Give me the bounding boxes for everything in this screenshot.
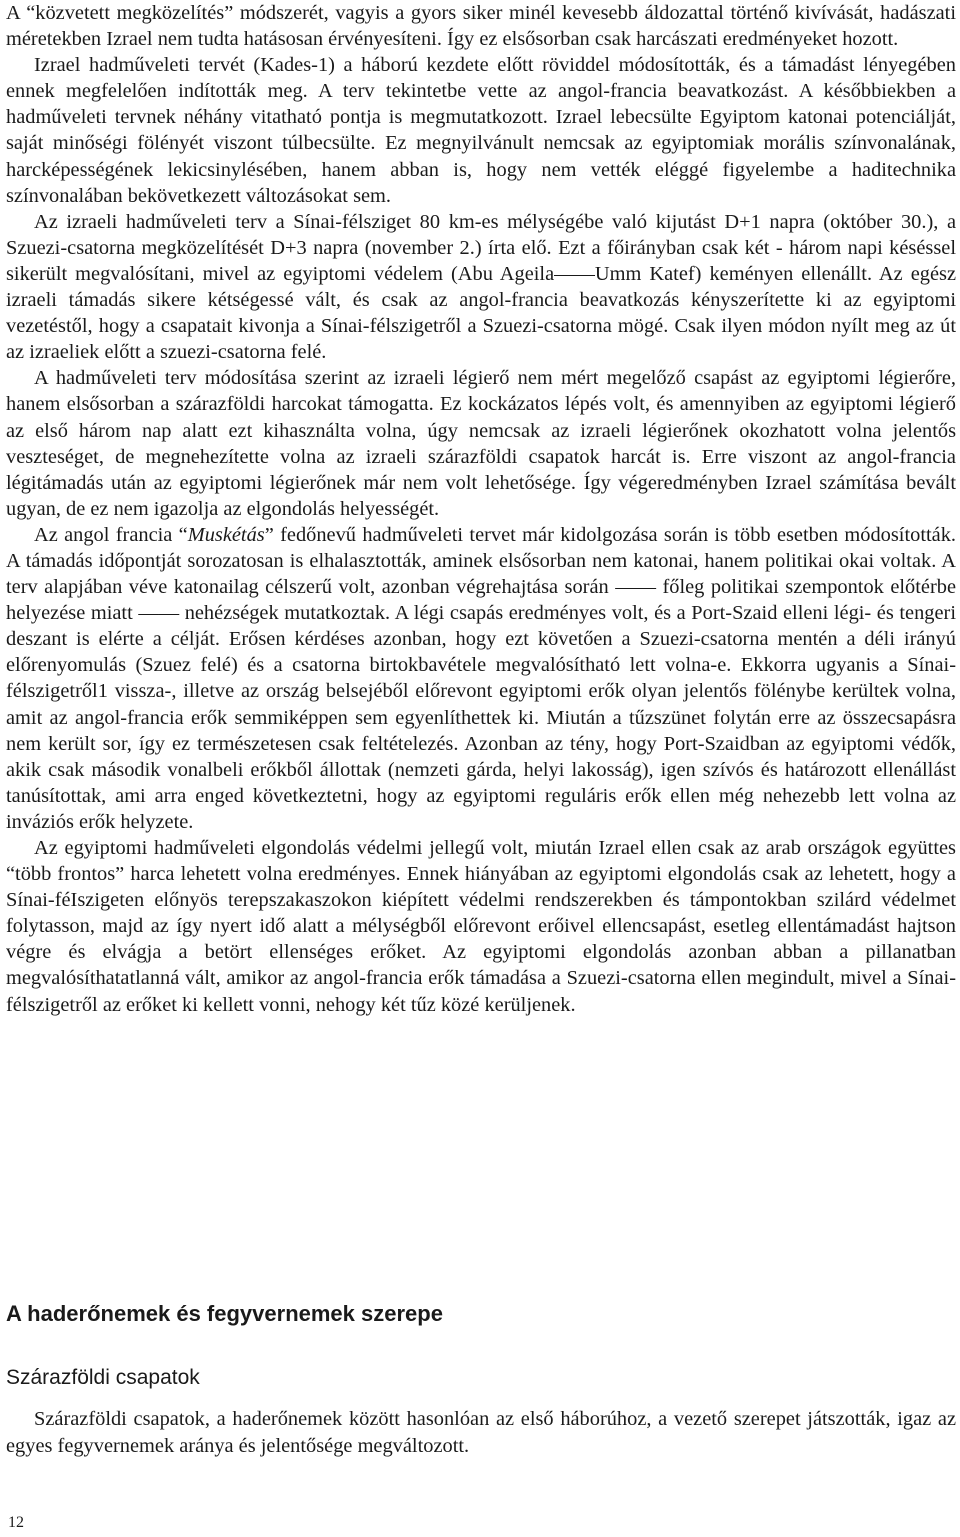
paragraph-5-start: Az angol francia “: [34, 523, 188, 546]
paragraph-1: A “közvetett megközelítés” módszerét, vagyis a gyors siker minél kevesebb áldozattal történő kivívását, hadászati méretekben Izrael nem tudta hatásosan érvényesíteni. Így ez elsősorban csak harcászati eredményeket hozott.: [6, 2, 956, 51]
section-heading: A haderőnemek és fegyvernemek szerepe: [6, 1301, 443, 1326]
paragraph-5: [6, 522, 956, 835]
paragraph-3: Az izraeli hadműveleti terv a Sínai-félsziget 80 km-es mélységébe való kijutást D+1 napra (október 30.), a Szuezi-csatorna megközelítését D+3 napra (november 2.) írta elő. Ezt a főirányban csak két - három napi késéssel sikerült megvalósítani, mivel az egyiptomi védelem (Abu Ageila——Umm Katef) keményen ellenállt. Az egész izraeli támadás sikere kétségessé vált, és csak az angol-francia beavatkozás kényszerítette ki az egyiptomi vezetéstől, hogy a csapatait kivonja a Sínai-félszigetről a Szuezi-csatorna mögé. Csak ilyen módon nyílt meg az út az izraeliek előtt a szuezi-csatorna felé.: [6, 210, 956, 364]
paragraph-6: Az egyiptomi hadműveleti elgondolás védelmi jellegű volt, miután Izrael ellen csak az arab országok együttes “több frontos” harca lehetett volna eredményes. Ennek hiányában az egyiptomi elgondolás csak az lehetett, hogy a Sínai-féIszigeten előnyös terepszakaszokon kiépített védelmi rendszerekben és támpontokban szilárd védelmet folytasson, majd az így nyert idő alatt a mélységből előrevont erőivel ellencsapást, esetleg ellentámadást hajtson végre és elvágja a betört ellenséges erőket. Az egyiptomi elgondolás azonban abban a pillanatban megvalósíthatatlanná vált, amikor az angol-francia erők támadása a Szuezi-csatorna ellen megindult, mivel a Sínai-félszigetről az erőket ki kellett vonni, nehogy két tűz közé kerüljenek.: [6, 837, 956, 1016]
paragraph-5-rest: ” fedőnevű hadműveleti tervet már kidolgozása során is több esetben módosították. A támadás időpontját sorozatosan is elhalasztották, aminek elsősorban nem katonai, hanem politikai okai voltak. A terv alapjában véve katonailag célszerű volt, azonban végrehajtása során —— főleg politikai szempontok előtérbe helyezése miatt —— nehézségek mutatkoztak. A légi csapás eredményes volt, és a Port-Szaid elleni légi- és tengeri deszant is elérte a célját. Erősen kérdéses azonban, hogy ezt követően a Szuezi-csatorna mentén a déli irányú előrenyomulás (Szuez felé) és a csatorna birtokbavétele megvalósítható lett volna-e. Ekkorra ugyanis a Sínai-félszigetről1 vissza-, illetve az ország belsejéből előrevont egyiptomi erők olyan jelentős fölénybe kerültek volna, amit az angol-francia erők semmiképpen sem egyenlíthettek ki. Miután a tűzszünet folytán erre az összecsapásra nem került sor, így ez természetesen csak feltételezés. Azonban az tény, hogy Port-Szaidban az egyiptomi védők, akik csak második vonalbeli erőkből állottak (nemzeti gárda, helyi lakosság), igen szívós és határozott ellenállást tanúsítottak, ami arra enged következtetni, hogy az egyiptomi reguláris erők ellen még nehezebb lett volna az inváziós erők helyzete.: [6, 523, 957, 833]
paragraph-4: A hadműveleti terv módosítása szerint az izraeli légierő nem mért megelőző csapást az egyiptomi légierőre, hanem elsősorban a szárazföldi harcokat támogatta. Ez kockázatos lépés volt, és amennyiben az egyiptomi légierő az első három nap alatt ezt kihasználta volna, úgy nemcsak az izraeli légierőnek okozhatott volna jelentős veszteséget, de megnehezítette volna az izraeli szárazföldi csapatok harcát is. Erre viszont az angol-francia légitámadás után az egyiptomi légierőnek már nem volt lehetősége. Így végeredményben Izrael számítása bevált ugyan, de ez nem igazolja az elgondolás helyességét.: [6, 367, 956, 520]
page-number: 12: [8, 1514, 24, 1531]
paragraph-2: Izrael hadműveleti tervét (Kades-1) a háború kezdete előtt röviddel módosították, és a támadást lényegében ennek megfelelően indították meg. A terv tekintetbe vette az angol-francia beavatkozást. A későbbiekben a hadműveleti tervnek néhány vitatható pontja is megmutatkozott. Izrael lebecsülte Egyiptom katonai potenciálját, saját minőségi fölényét viszont túlbecsülte. Ez megnyilvánult nemcsak az egyiptomiak morális színvonalának, harcképességének lekicsinylésében, hanem abban is, hogy nem vették eléggé figyelembe a haditechnika színvonalában bekövetkezett változásokat sem.: [6, 54, 956, 207]
document-body: [6, 0, 956, 1018]
subsection-heading: Szárazföldi csapatok: [6, 1366, 200, 1389]
paragraph-final: Szárazföldi csapatok, a haderőnemek között hasonlóan az első háborúhoz, a vezető szerepet játszották, igaz az egyes fegyvernemek aránya és jelentősége megváltozott.: [6, 1408, 956, 1457]
codename-muskétás: Muskétás: [187, 523, 265, 546]
